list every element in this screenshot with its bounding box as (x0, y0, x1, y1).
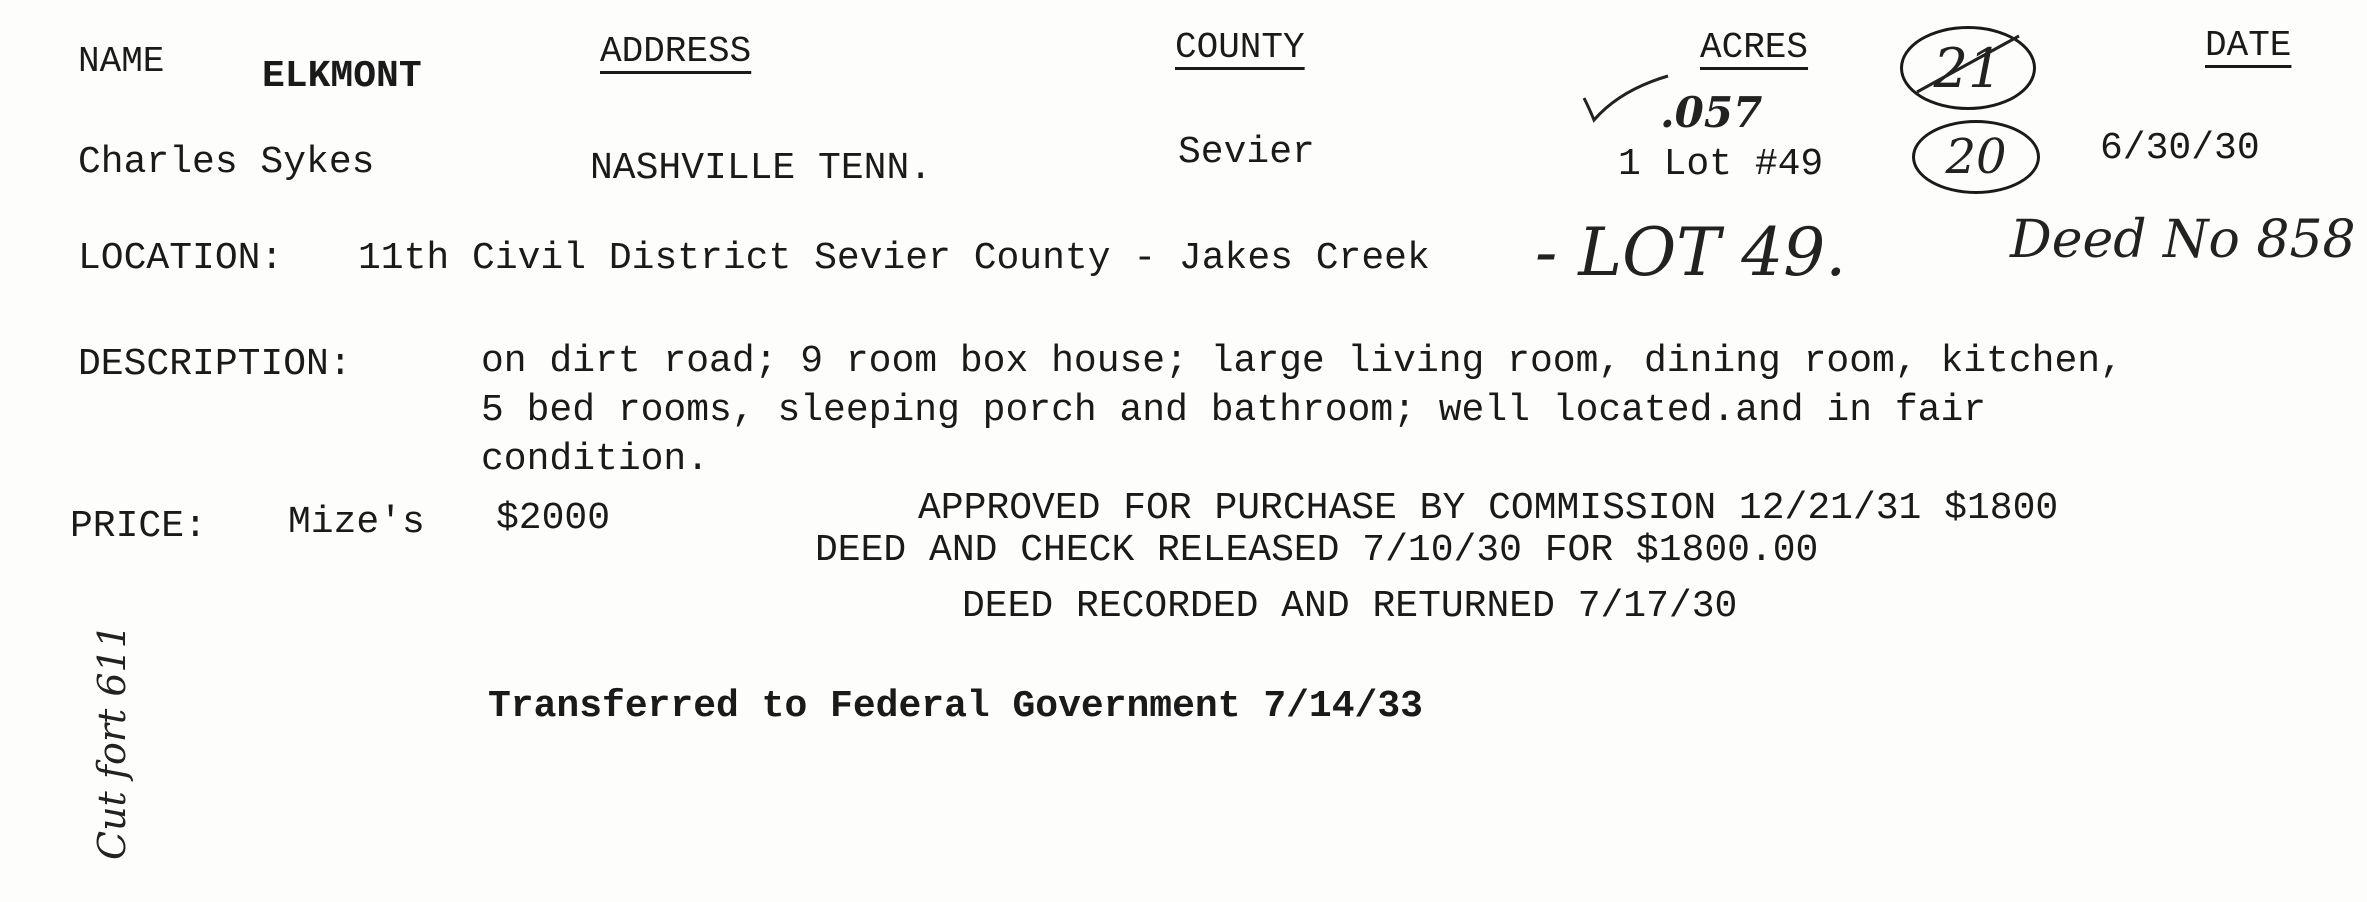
description-line: condition. (481, 438, 710, 481)
name-value: ELKMONT (262, 55, 422, 98)
transfer-note: Transferred to Federal Government 7/14/33 (488, 685, 1423, 728)
price-amount: $2000 (496, 497, 611, 540)
acres-handwritten: .057 (1660, 88, 1763, 137)
address-header: ADDRESS (600, 31, 752, 72)
owner-address: NASHVILLE TENN. (590, 147, 933, 190)
tract-crossed-text: 21 (1933, 36, 2003, 100)
description-line: on dirt road; 9 room box house; large living room, dining room, kitchen, (481, 340, 2123, 383)
county-value: Sevier (1178, 131, 1315, 174)
approval-note: APPROVED FOR PURCHASE BY COMMISSION 12/21/31 $1800 (918, 487, 2059, 530)
acres-header: ACRES (1700, 27, 1809, 68)
county-header: COUNTY (1175, 27, 1305, 68)
price-label: PRICE: (70, 505, 207, 548)
recorded-note: DEED RECORDED AND RETURNED 7/17/30 (962, 585, 1738, 628)
lot-value: 1 Lot #49 (1618, 143, 1824, 186)
description-label: DESCRIPTION: (78, 343, 352, 386)
location-text: 11th Civil District Sevier County - Jakes Creek (358, 237, 1430, 280)
owner-name: Charles Sykes (78, 141, 375, 184)
date-header: DATE (2205, 25, 2292, 66)
description-text (481, 337, 2123, 484)
check-mark-icon (1580, 70, 1670, 130)
description-line: 5 bed rooms, sleeping porch and bathroom; well located.and in fair (481, 389, 1987, 432)
name-label: NAME (78, 41, 165, 82)
margin-note: Cut fort 611 (90, 624, 134, 860)
strike-through-icon (1915, 30, 2025, 100)
release-note: DEED AND CHECK RELEASED 7/10/30 FOR $1800.00 (815, 529, 1819, 572)
handwritten-deed-number: Deed No 858 (2010, 210, 2356, 270)
tract-number (1912, 120, 2040, 194)
price-source: Mize's (288, 501, 425, 544)
record-date: 6/30/30 (2100, 127, 2260, 170)
tract-text: 20 (1945, 129, 2007, 185)
handwritten-lot: - LOT 49. (1535, 214, 1847, 291)
location-label: LOCATION: (78, 237, 284, 280)
